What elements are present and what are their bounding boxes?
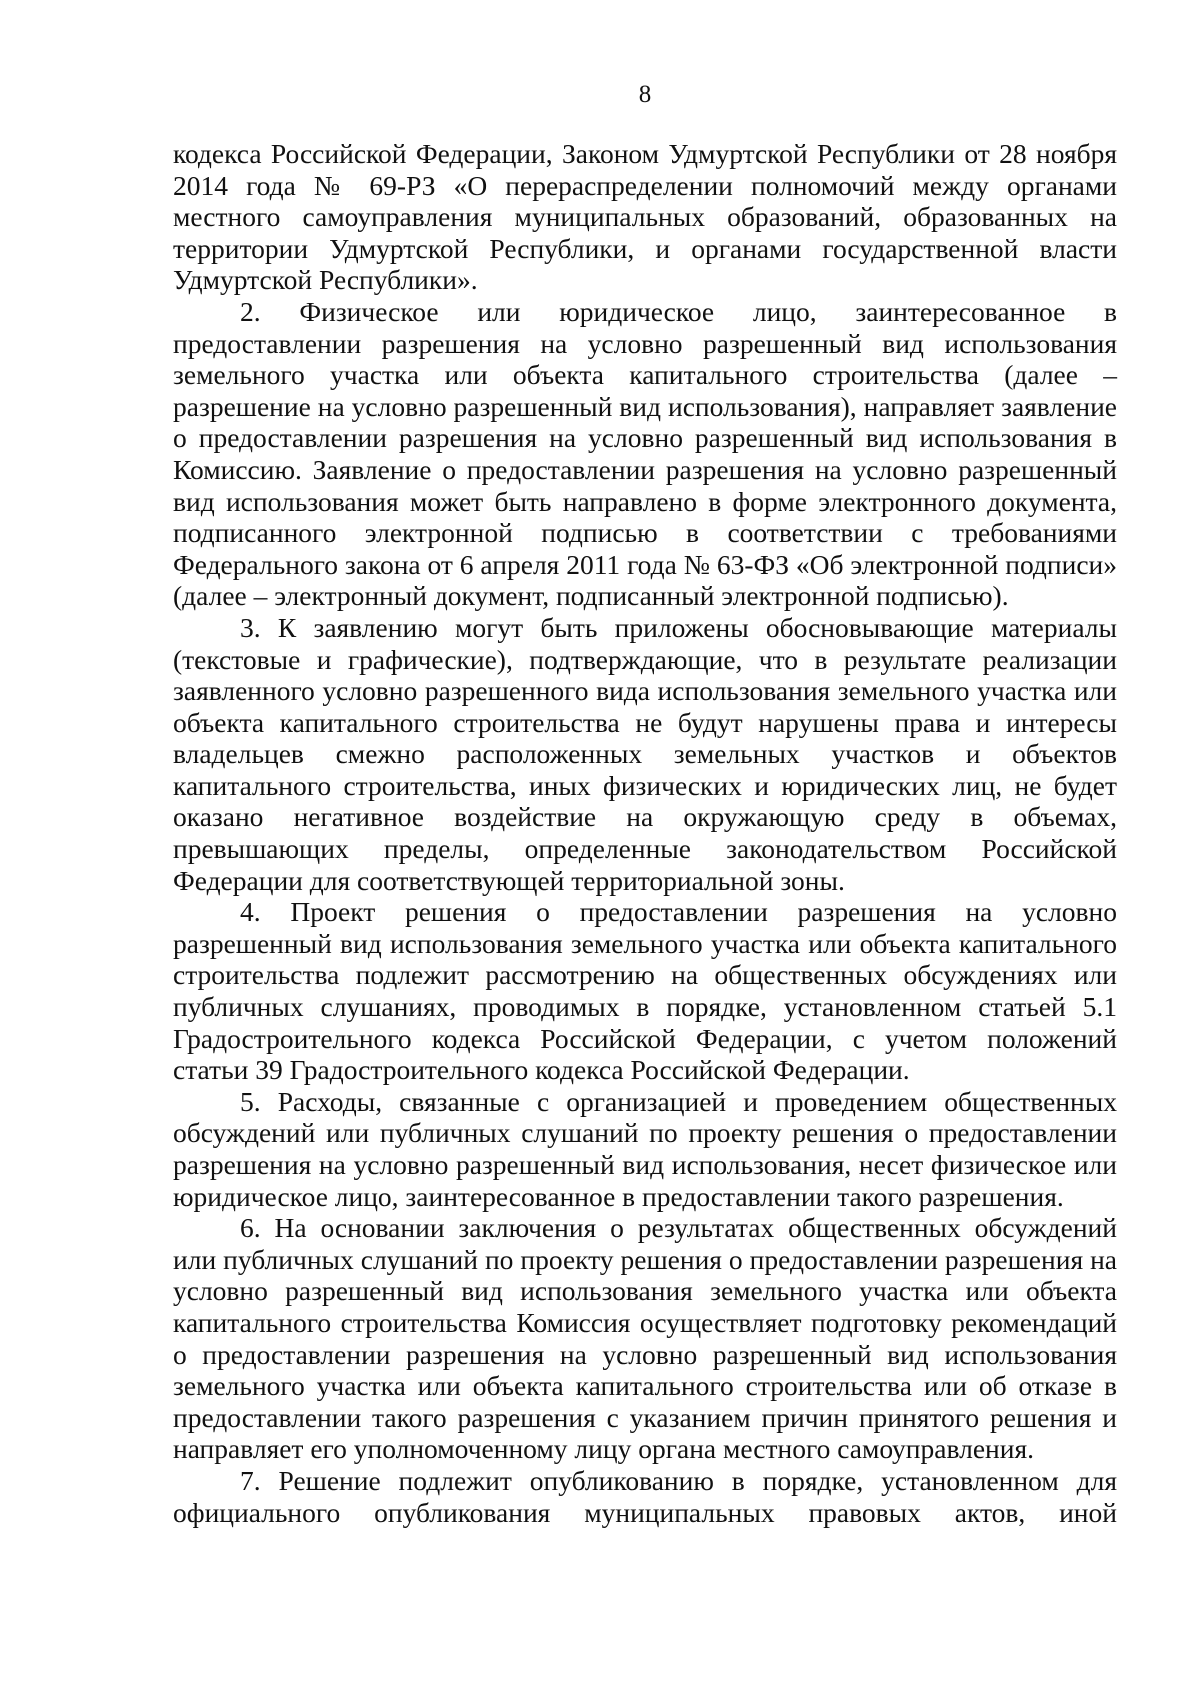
document-body	[173, 138, 1117, 1528]
page-number: 8	[638, 81, 652, 108]
paragraph-7: 7. Решение подлежит опубликованию в порядке, установленном для официального опубликования муниципальных правовых актов, иной	[173, 1464, 1117, 1528]
paragraph-2: 2. Физическое или юридическое лицо, заинтересованное в предоставлении разрешения на условно разрешенный вид использования земельного участка или объекта капитального строительства (далее – разрешение на условно разрешенный вид использования), направляет заявление о предоставлении разрешения на условно разрешенный вид использования в Комиссию. Заявление о предоставлении разрешения на условно разрешенный вид использования может быть направлено в форме электронного документа, подписанного электронной подписью в соответствии с требованиями Федерального закона от 6 апреля 2011 года № 63-ФЗ «Об электронной подписи» (далее – электронный документ, подписанный электронной подписью).	[173, 295, 1117, 612]
paragraph-1-continuation: кодекса Российской Федерации, Законом Удмуртской Республики от 28 ноября 2014 года № 69-РЗ «О перераспределении полномочий между органами местного самоуправления муниципальных образований, образованных на территории Удмуртской Республики, и органами государственной власти Удмуртской Республики».	[173, 138, 1117, 296]
paragraph-5: 5. Расходы, связанные с организацией и проведением общественных обсуждений или публичных слушаний по проекту решения о предоставлении разрешения на условно разрешенный вид использования, несет физическое или юридическое лицо, заинтересованное в предоставлении такого разрешения.	[173, 1085, 1117, 1212]
paragraph-6: 6. На основании заключения о результатах общественных обсуждений или публичных слушаний по проекту решения о предоставлении разрешения на условно разрешенный вид использования земельного участка или объекта капитального строительства Комиссия осуществляет подготовку рекомендаций о предоставлении разрешения на условно разрешенный вид использования земельного участка или объекта капитального строительства или об отказе в предоставлении такого разрешения с указанием причин принятого решения и направляет его уполномоченному лицу органа местного самоуправления.	[173, 1212, 1117, 1465]
paragraph-4: 4. Проект решения о предоставлении разрешения на условно разрешенный вид использования земельного участка или объекта капитального строительства подлежит рассмотрению на общественных обсуждениях или публичных слушаниях, проводимых в порядке, установленном статьей 5.1 Градостроительного кодекса Российской Федерации, с учетом положений статьи 39 Градостроительного кодекса Российской Федерации.	[173, 896, 1117, 1086]
paragraph-3: 3. К заявлению могут быть приложены обосновывающие материалы (текстовые и графические), подтверждающие, что в результате реализации заявленного условно разрешенного вида использования земельного участка или объекта капитального строительства не будут нарушены права и интересы владельцев смежно расположенных земельных участков и объектов капитального строительства, иных физических и юридических лиц, не будет оказано негативное воздействие на окружающую среду в объемах, превышающих пределы, определенные законодательством Российской Федерации для соответствующей территориальной зоны.	[173, 611, 1117, 896]
